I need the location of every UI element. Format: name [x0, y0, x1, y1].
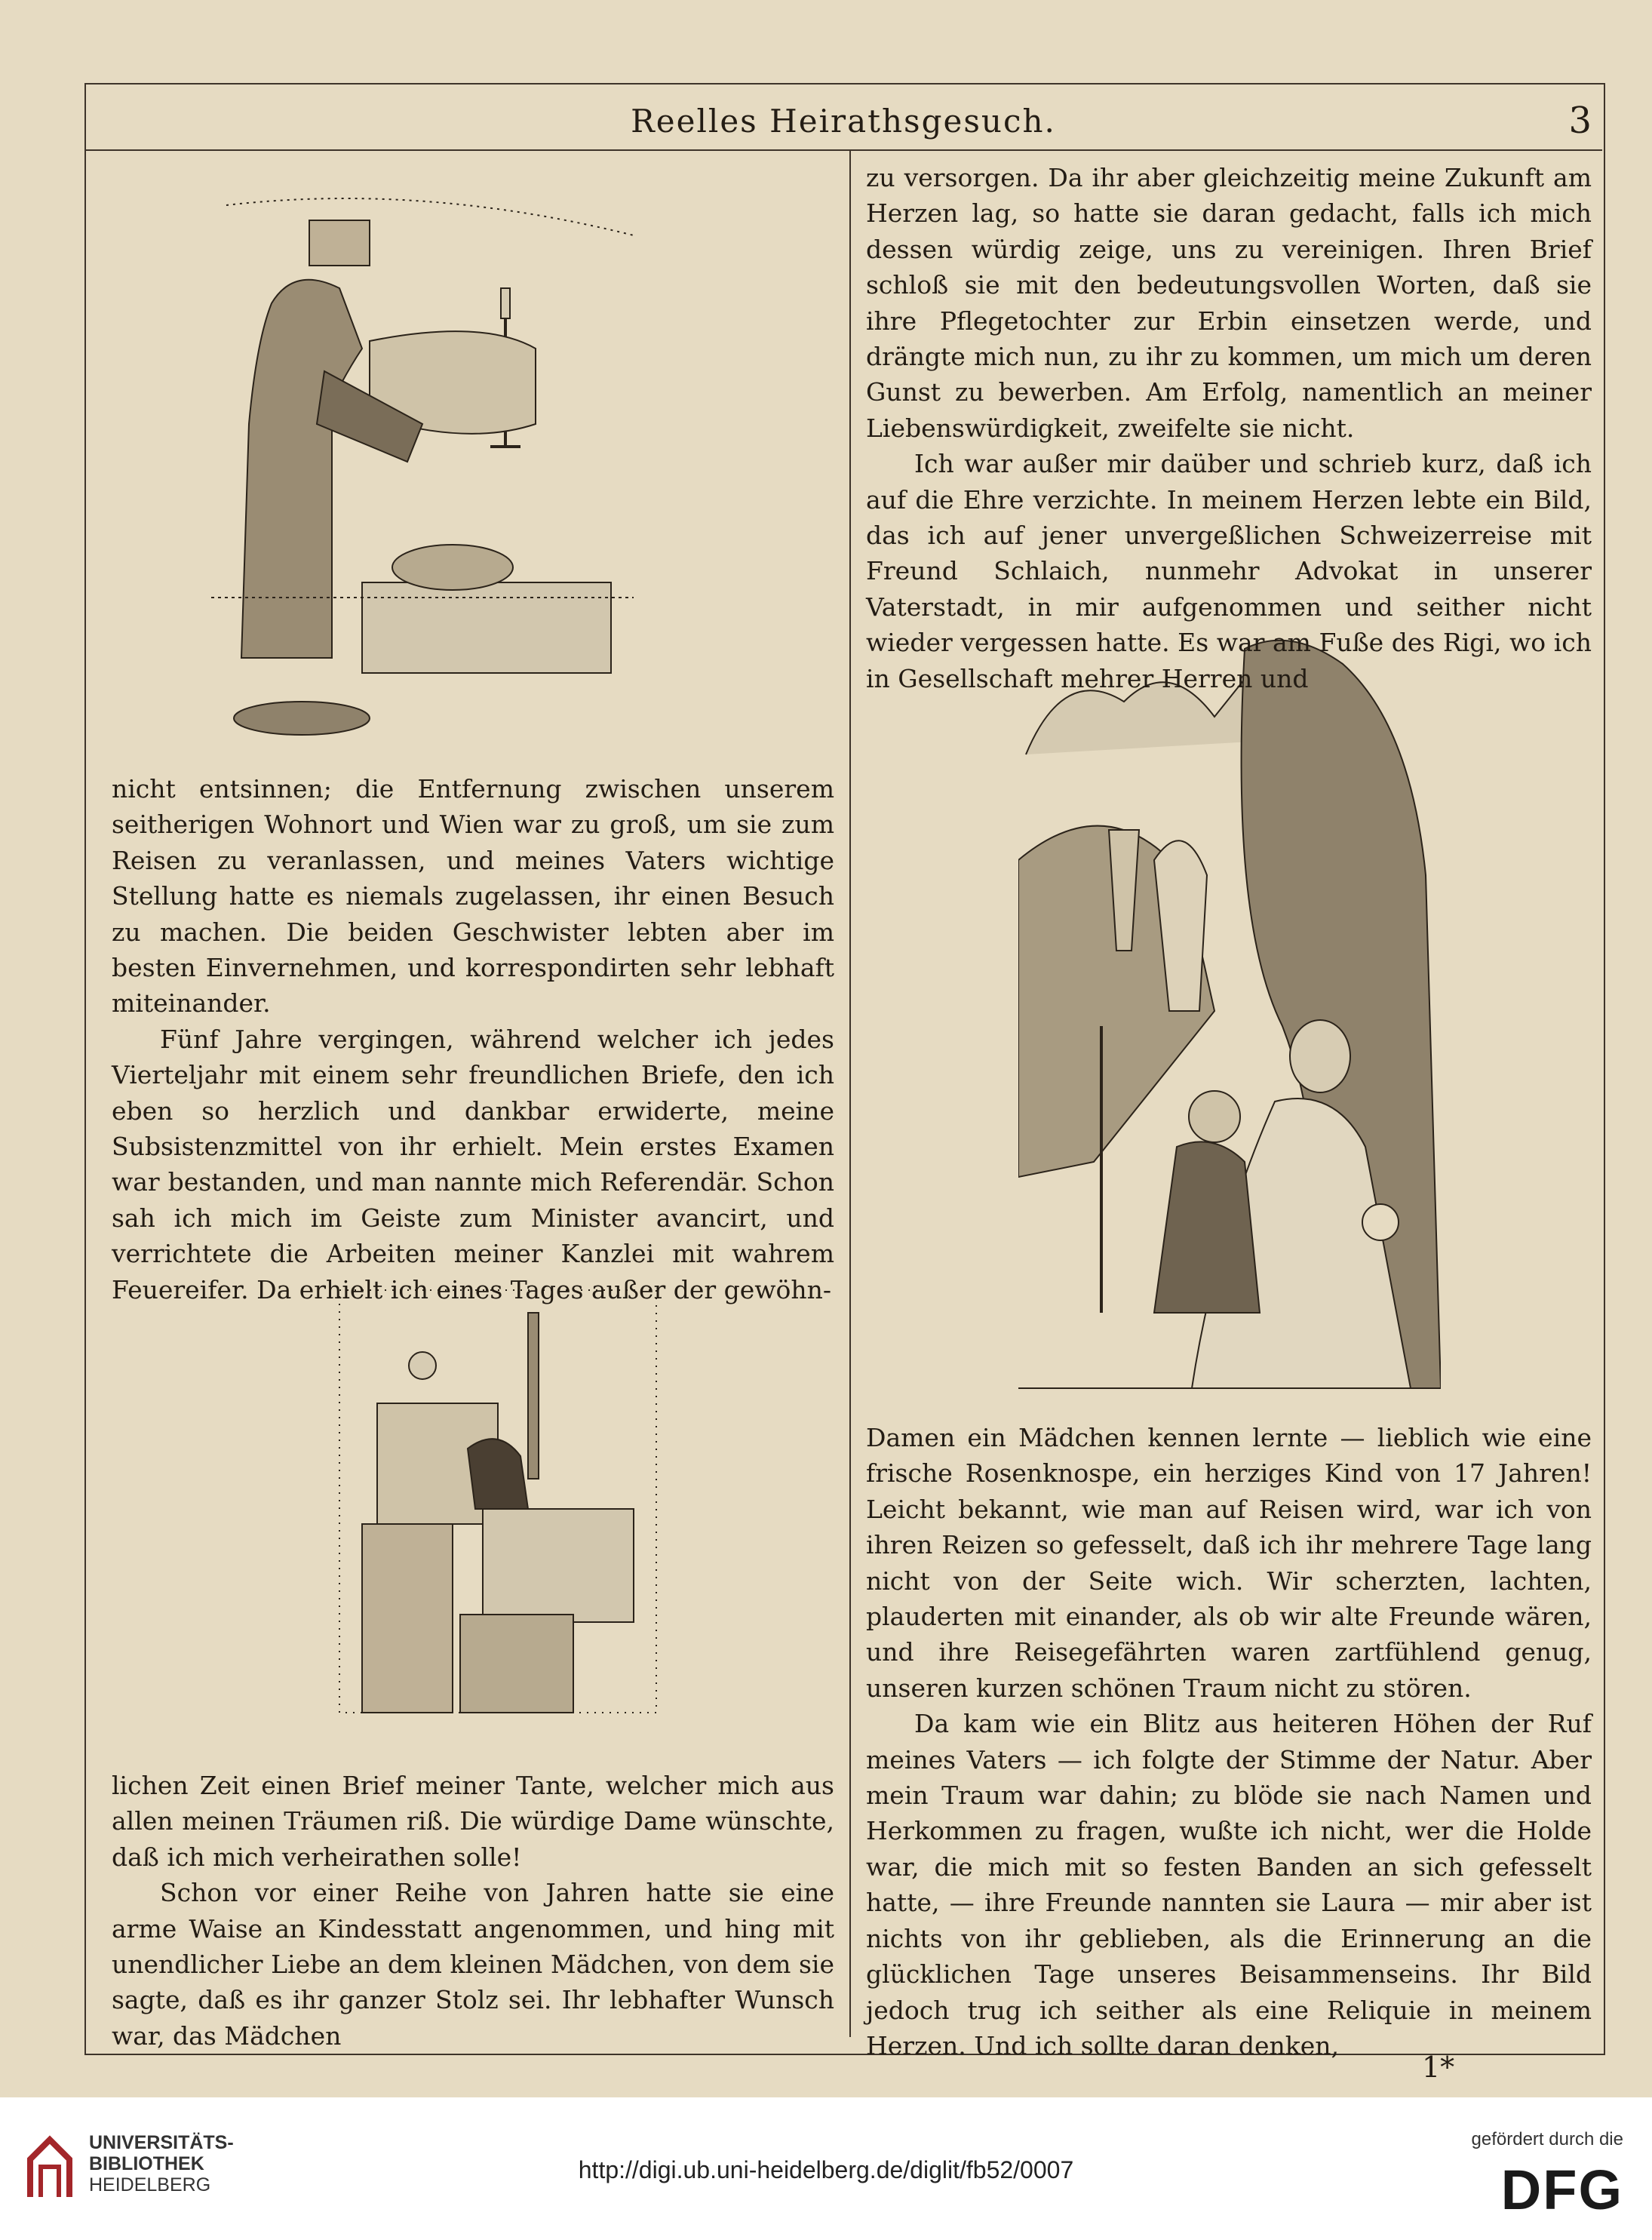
viewer-footer: [0, 2097, 1652, 2240]
paragraph: nicht entsinnen; die Entfernung zwischen unserem seitherigen Wohnort und Wien war zu groß, um sie zum Reisen zu veranlassen, und meines Vaters wichtige Stellung hatte es niemals zugelassen, ihr einen Besuch zu machen. Die beiden Geschwister lebten aber im besten Einvernehmen, und korrespondirten sehr lebhaft miteinander.: [112, 774, 834, 1019]
library-name-line: BIBLIOTHEK: [89, 2153, 204, 2174]
paragraph: Damen ein Mädchen kennen lernte — lieblich wie eine frische Rosenknospe, ein herziges Kind von 17 Jahren! Leicht bekannt, wie man auf Reisen wird, war ich von ihren Reizen so gefesselt, daß ich ihr mehrere Tage lang nicht von der Seite wich. Wir scherzten, lachten, plauderten mit einander, als ob wir alte Freunde wären, und ihre Reisegefährten waren zartfühlend genug, unseren kurzen schönen Traum nicht zu stören.: [866, 1423, 1592, 1703]
left-column-upper-text: [112, 771, 834, 1307]
left-column-lower-text: [112, 1768, 834, 2054]
library-name-line: HEIDELBERG: [89, 2174, 211, 2195]
running-head: [84, 89, 1602, 151]
permalink-url[interactable]: http://digi.ub.uni-heidelberg.de/diglit/fb52/0007: [578, 2156, 1074, 2183]
library-name-line: UNIVERSITÄTS-: [89, 2132, 234, 2153]
paragraph: zu versorgen. Da ihr aber gleichzeitig meine Zukunft am Herzen lag, so hatte sie daran gedacht, falls ich mich dessen würdig zeige, uns zu vereinigen. Ihren Brief schloß sie mit den bedeutungsvollen Worten, daß sie ihre Pflegetochter zur Erbin einsetzen werde, und drängte mich nun, zu ihr zu kommen, um mich um deren Gunst zu bewerben. Am Erfolg, namentlich an meiner Liebenswürdigkeit, zweifelte sie nicht.: [866, 163, 1592, 443]
page-number: 3: [1568, 100, 1592, 142]
funding-label: gefördert durch die: [1471, 2129, 1623, 2149]
column-rule: [849, 151, 851, 2037]
paragraph: Fünf Jahre vergingen, während welcher ich jedes Vierteljahr mit einem sehr freundlichen Briefe, den ich eben so herzlich und dankbar erwiderte, meine Subsistenzmittel von ihr erhielt. Mein erstes Examen war bestanden, und man nannte mich Referendär. Schon sah ich mich im Geiste zum Minister avancirt, und verrichtete die Arbeiten meiner Kanzlei mit wahrem Feuereifer. Da erhielt ich eines Tages außer der gewöhn-: [112, 1024, 834, 1304]
paragraph: lichen Zeit einen Brief meiner Tante, welcher mich aus allen meinen Träumen riß. Die würdige Dame wünschte, daß ich mich verheirathen solle!: [112, 1771, 834, 1872]
right-column-upper-text: [866, 160, 1592, 696]
right-column-lower-text: [866, 1420, 1592, 2063]
illustration-woman-at-bedside: [181, 175, 664, 748]
paragraph: Ich war außer mir daüber und schrieb kurz, daß ich auf die Ehre verzichte. In meinem Herzen lebte ein Bild, das ich auf jener unvergeßlichen Schweizerreise mit Freund Schlaich, nunmehr Advokat in unserer Vaterstadt, in mir aufgenommen und seither nicht wieder vergessen hatte. Es war am Fuße des Rigi, wo ich in Gesellschaft mehrer Herren und: [866, 449, 1592, 693]
illustration-couple-at-rigi: [1018, 634, 1441, 1403]
dfg-logo[interactable]: DFG: [1500, 2159, 1623, 2221]
paragraph: Da kam wie ein Blitz aus heiteren Höhen der Ruf meines Vaters — ich folgte der Stimme der Natur. Aber mein Traum war dahin; zu blöde sie nach Namen und Herkommen zu fragen, wußte ich nicht, wer die Holde war, die mich mit so festen Banden an sich gefesselt hatte, — ihre Freunde nannten sie Laura — mir aber ist nichts von ihr geblieben, als die Erinnerung an die glücklichen Tage unseres Beisammenseins. Ihr Bild jedoch trug ich seither als eine Reliquie in meinem Herzen. Und ich sollte daran denken,: [866, 1709, 1592, 2060]
signature-mark: 1*: [1422, 2051, 1455, 2084]
paragraph: Schon vor einer Reihe von Jahren hatte sie eine arme Waise an Kindesstatt angenommen, und hing mit unendlicher Liebe an dem kleinen Mädchen, von dem sie sagte, daß es ihr ganzer Stolz sei. Ihr lebhafter Wunsch war, das Mädchen: [112, 1878, 834, 2051]
illustration-clerk-at-desk: [332, 1283, 664, 1720]
running-head-title: Reelles Heirathsgesuch.: [631, 103, 1056, 140]
